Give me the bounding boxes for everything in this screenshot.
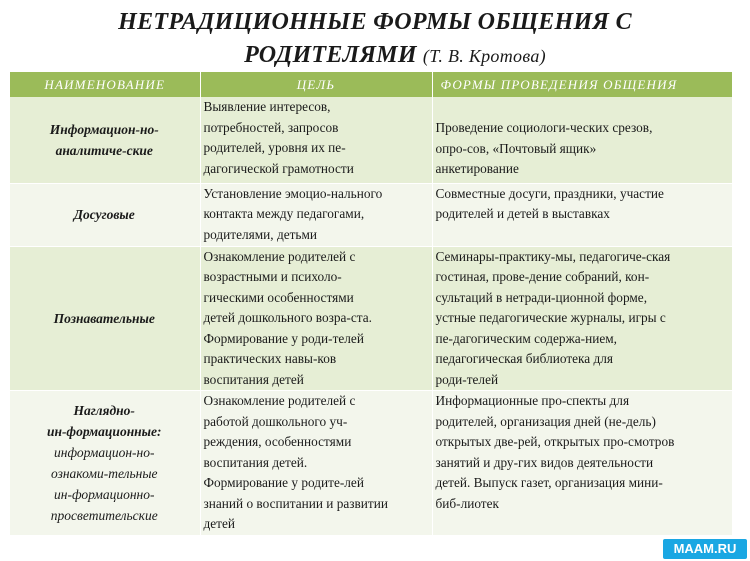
forms-line: анкетирование <box>435 161 519 176</box>
goal-line: родителями, детьми <box>203 226 318 242</box>
table-row <box>10 391 732 536</box>
row-name-cell <box>10 97 200 183</box>
header-name: НАИМЕНОВАНИЕ <box>10 72 200 97</box>
goal-line: работой дошкольного уч- <box>203 413 348 429</box>
forms-line: роди-телей <box>435 371 499 387</box>
name-sub-line: просветительские <box>50 507 158 523</box>
header-goal: ЦЕЛЬ <box>200 72 432 97</box>
table-row <box>10 183 732 246</box>
forms-line: Семинары-практику-мы, педагогиче-ская <box>435 248 671 264</box>
forms-line: сультаций в нетради-ционной форме, <box>435 289 648 305</box>
goal-line: Формирование у роди-телей <box>203 330 364 346</box>
forms-line: занятий и дру-гих видов деятельности <box>435 454 654 470</box>
goal-line: Формирование у родите-лей <box>203 475 364 490</box>
goal-line: Ознакомление родителей с <box>203 393 356 408</box>
name-line: Познавательные <box>53 310 155 326</box>
header-forms: ФОРМЫ ПРОВЕДЕНИЯ ОБЩЕНИЯ <box>432 72 732 97</box>
goal-line: контакта между педагогами, <box>203 206 365 221</box>
table-row <box>10 97 732 183</box>
name-line: Досуговые <box>73 207 135 222</box>
row-forms-cell <box>432 183 732 246</box>
forms-line: родителей и детей в выставках <box>435 206 610 221</box>
forms-line: Проведение социологи-ческих срезов, <box>435 120 653 135</box>
row-goal-cell <box>200 97 432 183</box>
goal-line: гическими особенностями <box>203 289 354 305</box>
goal-line: детей дошкольного возра-ста. <box>203 310 372 325</box>
table-header-row <box>10 72 732 97</box>
communication-forms-table <box>10 72 733 536</box>
goal-line: воспитания детей <box>203 371 304 387</box>
title-line-2-text: РОДИТЕЛЯМИ <box>244 42 417 68</box>
row-goal-cell <box>200 183 432 246</box>
goal-line: дагогической грамотности <box>203 160 354 176</box>
forms-line: опро-сов, «Почтовый ящик» <box>435 140 597 156</box>
goal-line: потребностей, запросов <box>203 119 339 135</box>
goal-line: возрастными и психоло- <box>203 269 342 284</box>
goal-line: Установление эмоцио-нального <box>203 185 383 201</box>
row-forms-cell <box>432 97 732 183</box>
forms-line: биб-лиотек <box>435 495 499 511</box>
forms-line: открытых две-рей, открытых про-смотров <box>435 434 675 449</box>
forms-line: Информационные про-спекты для <box>435 393 630 408</box>
name-sub-line: ин-формационно- <box>54 486 155 502</box>
name-sub-line: информацион-но- <box>54 444 155 460</box>
name-sub-line: ознакоми-тельные <box>51 465 158 481</box>
goal-line: детей <box>203 516 235 531</box>
name-line: Наглядно- <box>73 402 135 418</box>
row-forms-cell <box>432 391 732 536</box>
name-line: Информацион-но- <box>49 121 159 137</box>
row-name-cell <box>10 246 200 391</box>
forms-line: родителей, организация дней (не-дель) <box>435 413 656 429</box>
row-name-cell <box>10 183 200 246</box>
forms-line: детей. Выпуск газет, организация мини- <box>435 475 663 490</box>
row-goal-cell <box>200 246 432 391</box>
forms-line: устные педагогические журналы, игры с <box>435 310 666 325</box>
row-goal-cell <box>200 391 432 536</box>
row-forms-cell <box>432 246 732 391</box>
maam-watermark-badge[interactable]: MAAM.RU <box>663 539 747 559</box>
table-row <box>10 246 732 391</box>
name-line: аналитиче-ские <box>55 142 153 158</box>
forms-line: Совместные досуги, праздники, участие <box>435 185 664 201</box>
goal-line: Ознакомление родителей с <box>203 248 356 264</box>
forms-line: пе-дагогическим содержа-нием, <box>435 330 617 346</box>
name-line: ин-формационные: <box>46 423 162 439</box>
goal-line: воспитания детей. <box>203 454 308 470</box>
goal-line: реждения, особенностями <box>203 434 352 449</box>
forms-line: гостиная, прове-дение собраний, кон- <box>435 269 650 284</box>
goal-line: практических навы-ков <box>203 351 337 366</box>
page-title <box>0 6 750 73</box>
title-line-2 <box>0 39 750 73</box>
title-line-1: НЕТРАДИЦИОННЫЕ ФОРМЫ ОБЩЕНИЯ С <box>118 9 632 35</box>
goal-line: родителей, уровня их пе- <box>203 140 346 155</box>
title-author: (Т. В. Кротова) <box>422 46 546 66</box>
forms-line: педагогическая библиотека для <box>435 351 614 366</box>
row-name-cell <box>10 391 200 536</box>
goal-line: Выявление интересов, <box>203 99 331 114</box>
goal-line: знаний о воспитании и развитии <box>203 495 388 511</box>
